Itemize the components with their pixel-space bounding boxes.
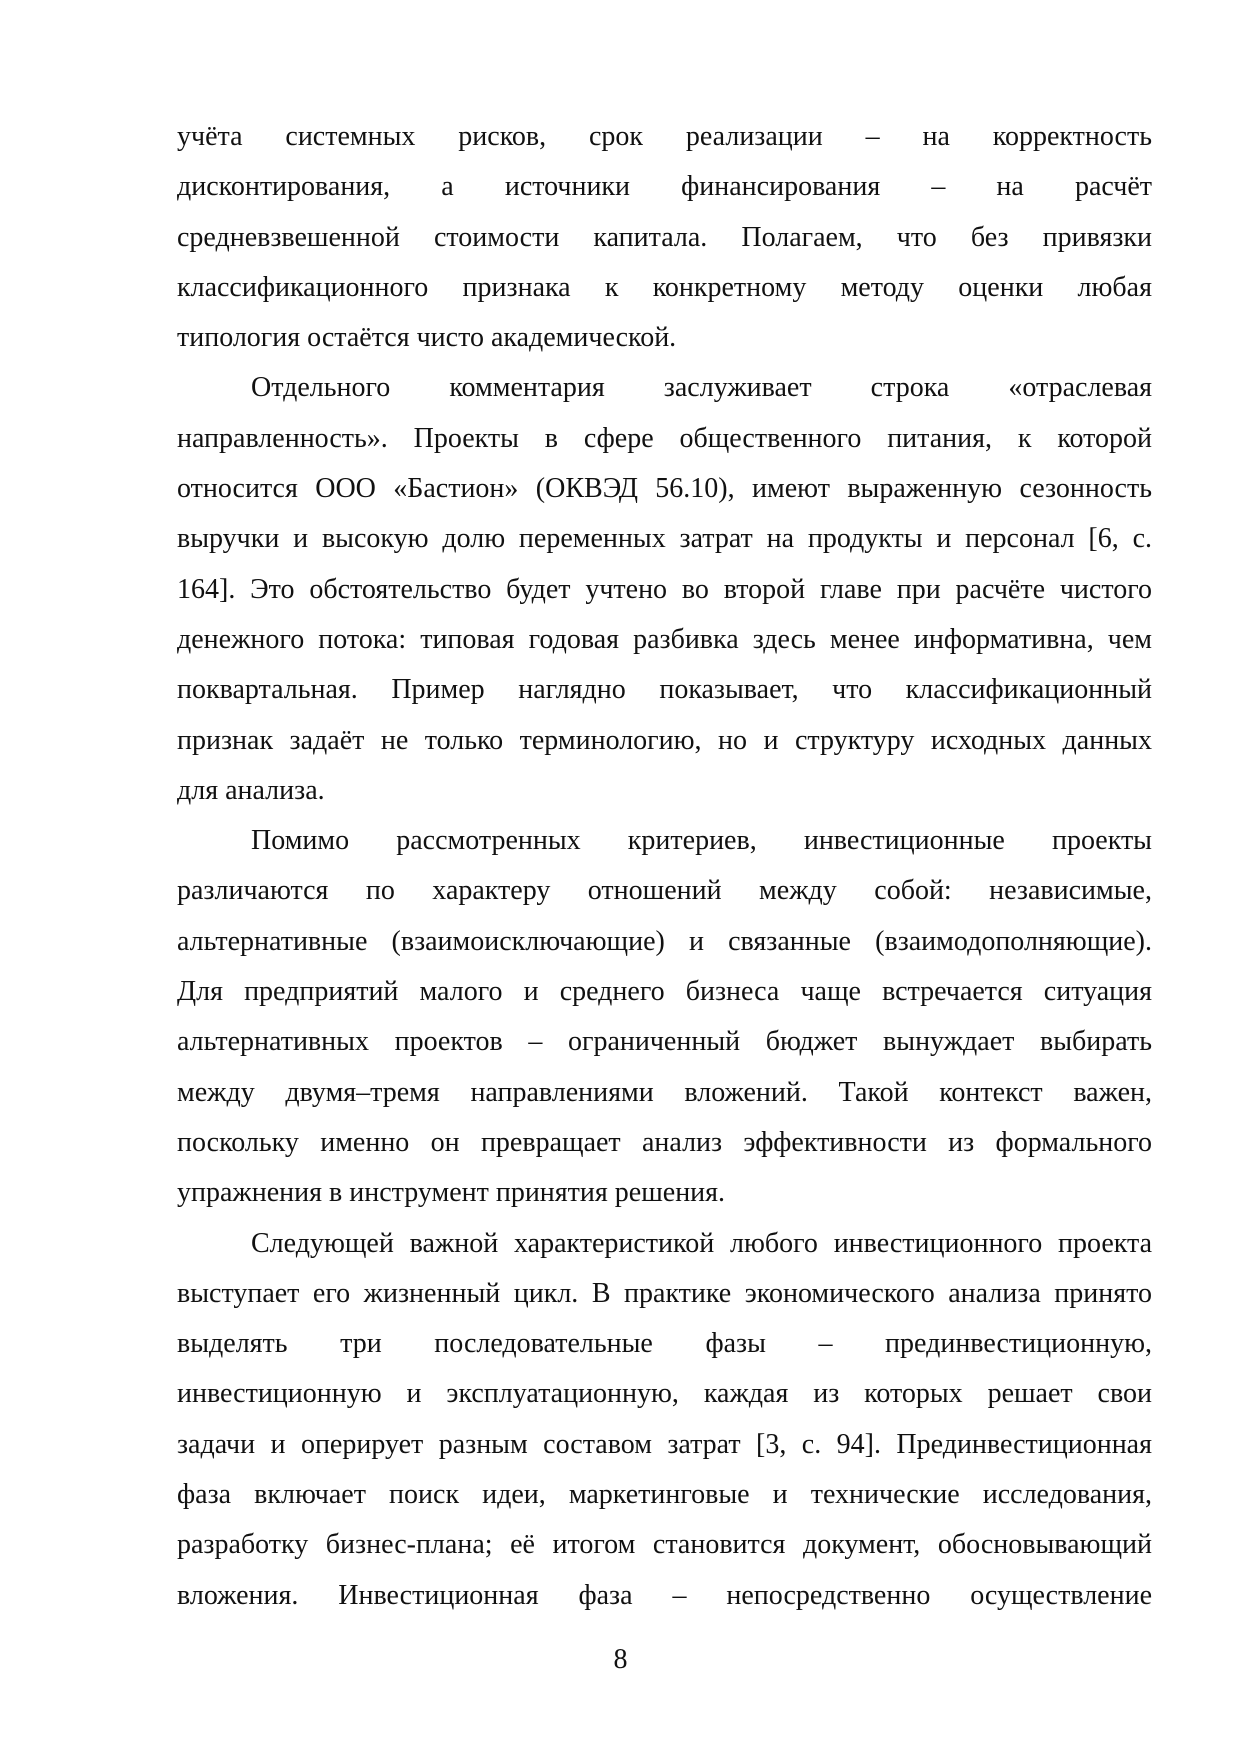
- text-line: альтернативных проектов – ограниченный бюджет вынуждает выбирать: [177, 1026, 1152, 1058]
- text-line: инвестиционную и эксплуатационную, каждая из которых решает свои: [177, 1378, 1152, 1410]
- text-line: направленность». Проекты в сфере общественного питания, к которой: [177, 422, 1152, 454]
- text-line: выступает его жизненный цикл. В практике экономического анализа принято: [177, 1277, 1152, 1309]
- text-line: альтернативные (взаимоисключающие) и связанные (взаимодополняющие).: [177, 925, 1152, 957]
- text-line: упражнения в инструмент принятия решения.: [177, 1177, 726, 1209]
- text-line: Помимо рассмотренных критериев, инвестиционные проекты: [251, 825, 1152, 857]
- text-line: классификационного признака к конкретному методу оценки любая: [177, 271, 1152, 303]
- paragraph: [177, 363, 1152, 816]
- paragraph: [177, 816, 1152, 1218]
- text-line: разработку бизнес-плана; её итогом становится документ, обосновывающий: [177, 1529, 1152, 1561]
- text-line: поквартальная. Пример наглядно показывает, что классификационный: [177, 674, 1152, 706]
- text-line: дисконтирования, а источники финансирования – на расчёт: [177, 171, 1152, 203]
- body-text: [177, 112, 1152, 1621]
- text-line: признак задаёт не только терминологию, но и структуру исходных данных: [177, 724, 1152, 756]
- text-line: средневзвешенной стоимости капитала. Полагаем, что без привязки: [177, 221, 1152, 253]
- text-line: 164]. Это обстоятельство будет учтено во второй главе при расчёте чистого: [177, 573, 1152, 605]
- text-line: вложения. Инвестиционная фаза – непосредственно осуществление: [177, 1579, 1152, 1611]
- page-number: 8: [613, 1644, 628, 1675]
- text-line: выделять три последовательные фазы – прединвестиционную,: [177, 1328, 1152, 1360]
- text-line: поскольку именно он превращает анализ эффективности из формального: [177, 1126, 1152, 1158]
- text-line: относится ООО «Бастион» (ОКВЭД 56.10), имеют выраженную сезонность: [177, 473, 1152, 505]
- text-line: Отдельного комментария заслуживает строка «отраслевая: [251, 372, 1152, 404]
- paragraph: [177, 112, 1152, 363]
- text-line: учёта системных рисков, срок реализации – на корректность: [177, 121, 1152, 152]
- text-line: фаза включает поиск идеи, маркетинговые и технические исследования,: [177, 1479, 1152, 1511]
- text-line: Следующей важной характеристикой любого инвестиционного проекта: [251, 1227, 1152, 1259]
- text-line: задачи и оперирует разным составом затрат [3, с. 94]. Прединвестиционная: [177, 1428, 1152, 1460]
- text-line: денежного потока: типовая годовая разбивка здесь менее информативна, чем: [177, 623, 1152, 655]
- text-line: типология остаётся чисто академической.: [177, 322, 677, 354]
- text-line: выручки и высокую долю переменных затрат на продукты и персонал [6, с.: [177, 523, 1152, 555]
- text-line: между двумя–тремя направлениями вложений. Такой контекст важен,: [177, 1076, 1152, 1108]
- text-line: для анализа.: [177, 774, 325, 806]
- text-line: различаются по характеру отношений между собой: независимые,: [177, 875, 1152, 907]
- text-line: Для предприятий малого и среднего бизнеса чаще встречается ситуация: [177, 976, 1152, 1008]
- paragraph: [177, 1219, 1152, 1621]
